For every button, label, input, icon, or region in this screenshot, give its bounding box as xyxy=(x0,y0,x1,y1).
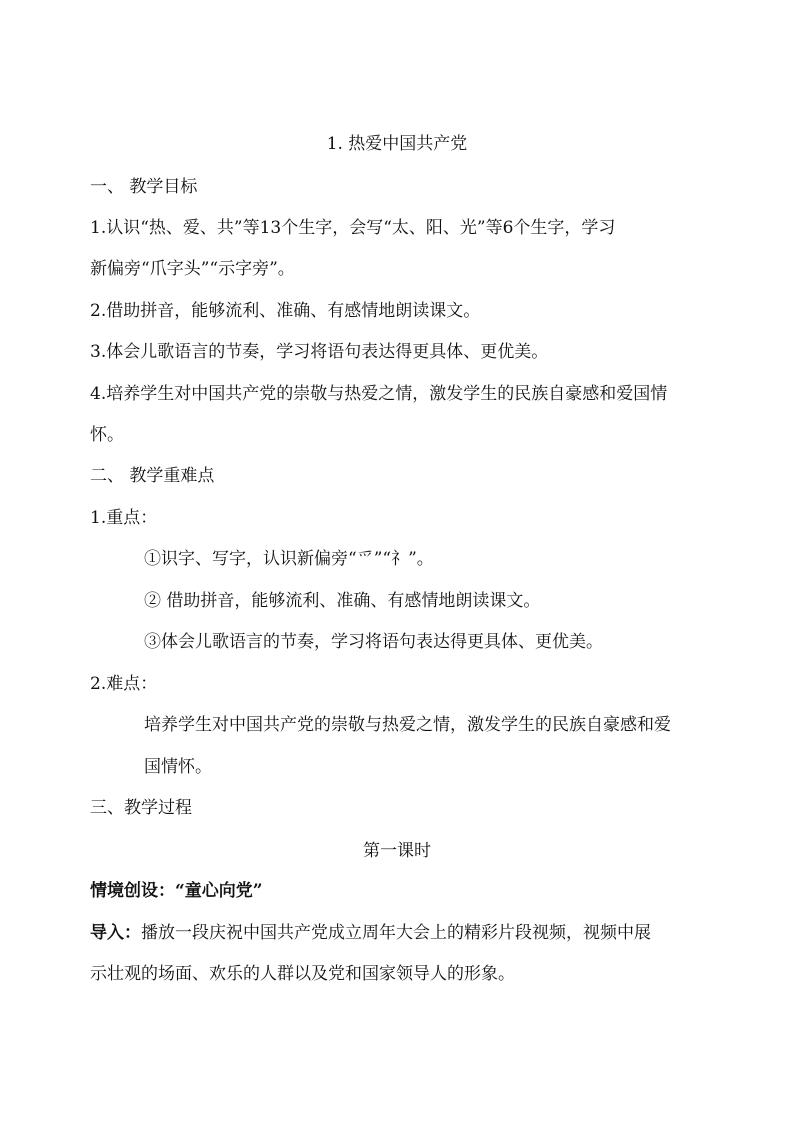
process-heading: 三、教学过程 xyxy=(90,798,192,818)
difficulty-line-1: 培养学生对中国共产党的崇敬与热爱之情，激发学生的民族自豪感和爱 xyxy=(144,715,671,735)
objective-line-2: 2.借助拼音，能够流利、准确、有感情地朗读课文。 xyxy=(90,301,481,321)
document-title: 1. 热爱中国共产党 xyxy=(326,134,468,154)
intro-line-2: 示壮观的场面、欢乐的人群以及党和国家领导人的形象。 xyxy=(90,964,515,984)
difficulty-line-2: 国情怀。 xyxy=(144,757,212,777)
keypoints-heading: 二、 教学重难点 xyxy=(90,466,215,486)
objective-line-1: 1.认识“热、爱、共”等13个生字，会写“太、阳、光”等6个生字，学习 xyxy=(90,218,616,238)
objective-line-4-cont: 怀。 xyxy=(90,425,124,445)
focus-item-2: ② 借助拼音，能够流利、准确、有感情地朗读课文。 xyxy=(144,591,541,611)
intro-text-1: 播放一段庆祝中国共产党成立周年大会上的精彩片段视频，视频中展 xyxy=(141,923,651,943)
focus-item-3: ③体会儿歌语言的节奏，学习将语句表达得更具体、更优美。 xyxy=(144,632,603,652)
focus-label: 1.重点： xyxy=(90,508,158,528)
intro-line-1 xyxy=(90,922,651,944)
objective-line-1-cont: 新偏旁“爪字头”“示字旁”。 xyxy=(90,259,295,279)
focus-item-1: ①识字、写字，认识新偏旁“爫”“礻”。 xyxy=(144,549,434,569)
objectives-heading: 一、 教学目标 xyxy=(90,177,198,197)
scenario-label: 情境创设：“童心向党” xyxy=(90,881,263,901)
lesson-label: 第一课时 xyxy=(363,841,431,861)
difficulty-label: 2.难点： xyxy=(90,674,158,694)
objective-line-3: 3.体会儿歌语言的节奏，学习将语句表达得更具体、更优美。 xyxy=(90,342,549,362)
intro-label: 导入： xyxy=(90,923,141,943)
objective-line-4: 4.培养学生对中国共产党的崇敬与热爱之情，激发学生的民族自豪感和爱国情 xyxy=(90,384,668,404)
